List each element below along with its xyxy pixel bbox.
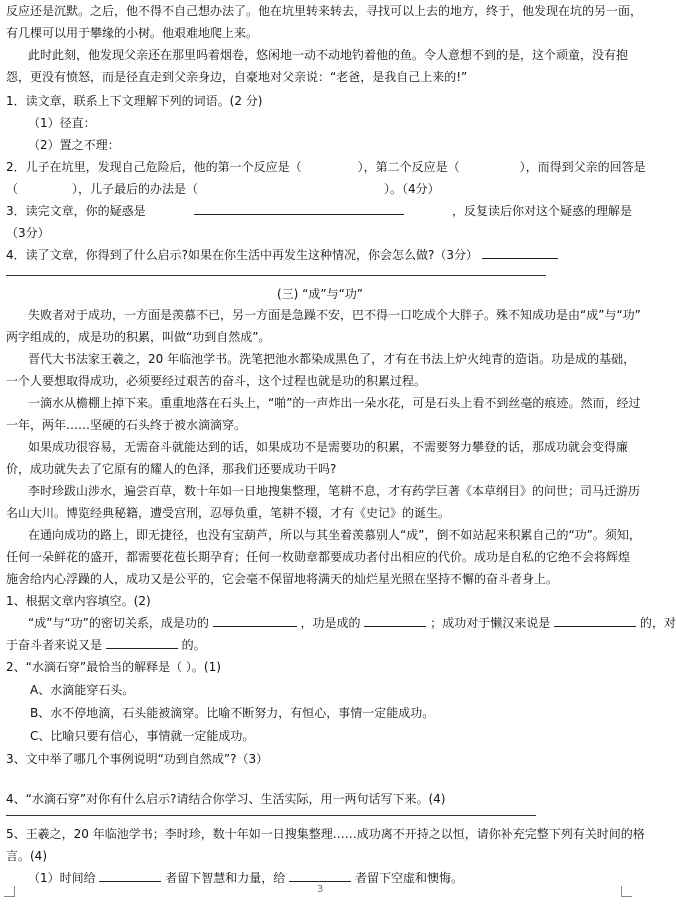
- text-line: 一年，两年……坚硬的石头终于被水滴滴穿。: [6, 418, 247, 432]
- question-2-text: ），而得到父亲的回答是: [519, 160, 646, 174]
- question-2-line-1: [6, 158, 646, 176]
- question-b5-text: 者留下智慧和力量，给: [165, 871, 286, 885]
- text-line: 晋代大书法家王羲之，20 年临池学书。洗笔把池水都染成黑色了，才有在书法上炉火纯青的造诣。功是成的基础，: [28, 352, 636, 366]
- question-b1-text: 于奋斗者来说又是: [6, 638, 103, 652]
- answer-blank[interactable]: [194, 202, 404, 215]
- text-line: 怨，更没有愤怒，而是径直走到父亲身边，自豪地对父亲说：“老爸，是我自己上来的!”: [6, 70, 468, 84]
- answer-blank[interactable]: [364, 614, 426, 627]
- text-line: 在通向成功的路上，即无捷径，也没有宝葫芦，所以与其坐着羡慕别人“成”，倒不如站起来积累自己的“功”。须知，: [28, 528, 641, 542]
- text-line: 此时此刻，他发现父亲还在那里吗着烟卷，悠闲地一动不动地钓着他的鱼。令人意想不到的是，这个顽童，没有抱: [28, 48, 629, 62]
- question-b1-text: “成”与“功”的密切关系，成是功的: [28, 616, 209, 630]
- question-b5-text: 者留下空虚和懊悔。: [354, 871, 463, 885]
- question-2-line-2: [6, 180, 632, 198]
- answer-blank[interactable]: [482, 246, 558, 259]
- text-line: 反应还是沉默。之后，他不得不自己想办法了。他在坑里转来转去，寻找可以上去的地方，终于，他发现在坑的另一面，: [6, 4, 643, 18]
- question-b1-text: ；成功对于懒汉来说是: [430, 616, 551, 630]
- question-2-text: ），儿子最后的办法是（: [72, 182, 199, 196]
- section-title: (三) “成”与“功”: [276, 287, 364, 301]
- question-b1-text: 的。: [181, 638, 206, 652]
- question-b5-line-1: 5、王羲之，20 年临池学书；李时珍，数十年如一日搜集整理……成功离不开持之以恒，请你补充完整下列有关时间的格: [6, 827, 645, 841]
- question-3-line-1: [6, 202, 632, 220]
- question-2-text: （: [6, 182, 19, 196]
- text-line: 价，成功就失去了它原有的耀人的色泽，那我们还要成功干吗?: [6, 462, 337, 476]
- question-1-item-2: （2）置之不理：: [28, 138, 120, 152]
- answer-blank[interactable]: [99, 869, 161, 882]
- text-line: 如果成功很容易，无需奋斗就能达到的话，如果成功不是需要功的积累，不需要努力攀登的话，那成功就会变得廉: [28, 440, 629, 454]
- question-4-text: 4．读了文章，你得到了什么启示?如果在你生活中再发生这种情况，你会怎么做?（3分）: [6, 248, 479, 262]
- option-b: B、水不停地滴，石头能被滴穿。比喻不断努力，有恒心，事情一定能成功。: [30, 706, 435, 720]
- question-b5-line-2: 言。(4): [6, 849, 47, 863]
- page-number: 3: [316, 884, 324, 895]
- question-1-item-1: （1）径直：: [28, 116, 96, 130]
- question-b1-text: 的，对: [639, 616, 676, 630]
- text-line: 李时珍跋山涉水，遍尝百草，数十年如一日地搜集整理，笔耕不息，才有药学巨著《本草纲目》的问世；司马迁游历: [28, 484, 641, 498]
- option-a: A、水滴能穿石头。: [30, 683, 135, 697]
- question-2-text: ）。（4分）: [384, 182, 440, 196]
- question-4-line: [6, 246, 632, 264]
- text-line: 任何一朵鲜花的盛开，都需要花苞长期孕育；任何一枚勋章都要成功者付出相应的代价。成功是自私的它绝不会将辉煌: [6, 550, 631, 564]
- text-line: 有几棵可以用于攀缘的小树。他艰难地爬上来。: [6, 26, 259, 40]
- option-c: C、比喻只要有信心，事情就一定能成功。: [30, 729, 255, 743]
- answer-blank[interactable]: [554, 614, 636, 627]
- question-3-text: ，反复读后你对这个疑惑的理解是: [451, 204, 632, 218]
- text-line: 名山大川。博览经典秘籍，遭受宫刑，忍辱负重，笔耕不辍，才有《史记》的诞生。: [6, 506, 451, 520]
- answer-line[interactable]: [6, 815, 536, 816]
- question-b4: 4、“水滴石穿”对你有什么启示?请结合你学习、生活实际，用一两句话写下来。(4): [6, 792, 446, 806]
- question-b1-line-2: [6, 636, 632, 654]
- text-line: 施舍给内心浮躁的人，成功又是公平的，它会毫不保留地将满天的灿烂星光照在坚持不懈的奋斗者身上。: [6, 572, 559, 586]
- question-2-text: 2．儿子在坑里，发现自己危险后，他的第一个反应是（: [6, 160, 302, 174]
- question-b2: 2、“水滴石穿”最恰当的解释是（ ）。(1): [6, 660, 221, 674]
- text-line: 一滴水从檐棚上掉下来。重重地落在石头上，“啪”的一声炸出一朵水花，可是石头上看不到丝毫的痕迹。然而，经过: [28, 396, 641, 410]
- answer-line[interactable]: [6, 275, 546, 276]
- question-b1-text: ，功是成的: [300, 616, 361, 630]
- question-b5-text: （1）时间给: [28, 871, 96, 885]
- question-b3: 3、文中举了哪几个事例说明“功到自然成”?（3）: [6, 752, 269, 766]
- question-3-line-2: （3分）: [6, 226, 50, 240]
- question-1: 1．读文章，联系上下文理解下列的词语。(2 分): [6, 94, 263, 108]
- question-b1: 1、根据文章内容填空。(2): [6, 594, 151, 608]
- text-line: 一个人要想取得成功，必须要经过艰苦的奋斗，这个过程也就是功的积累过程。: [6, 374, 427, 388]
- answer-blank[interactable]: [289, 869, 351, 882]
- text-line: 失败者对于成功，一方面是羡慕不已，另一方面是急躁不安，巴不得一口吃成个大胖子。殊不知成功是由“成”与“功”: [28, 308, 641, 322]
- question-3-text: 3．读完文章，你的疑惑是: [6, 204, 146, 218]
- answer-blank[interactable]: [106, 636, 178, 649]
- answer-blank[interactable]: [213, 614, 297, 627]
- question-b1-line: [28, 614, 676, 632]
- text-line: 两字组成的，成是功的积累，叫做“功到自然成”。: [6, 330, 271, 344]
- question-2-text: ），第二个反应是（: [357, 160, 460, 174]
